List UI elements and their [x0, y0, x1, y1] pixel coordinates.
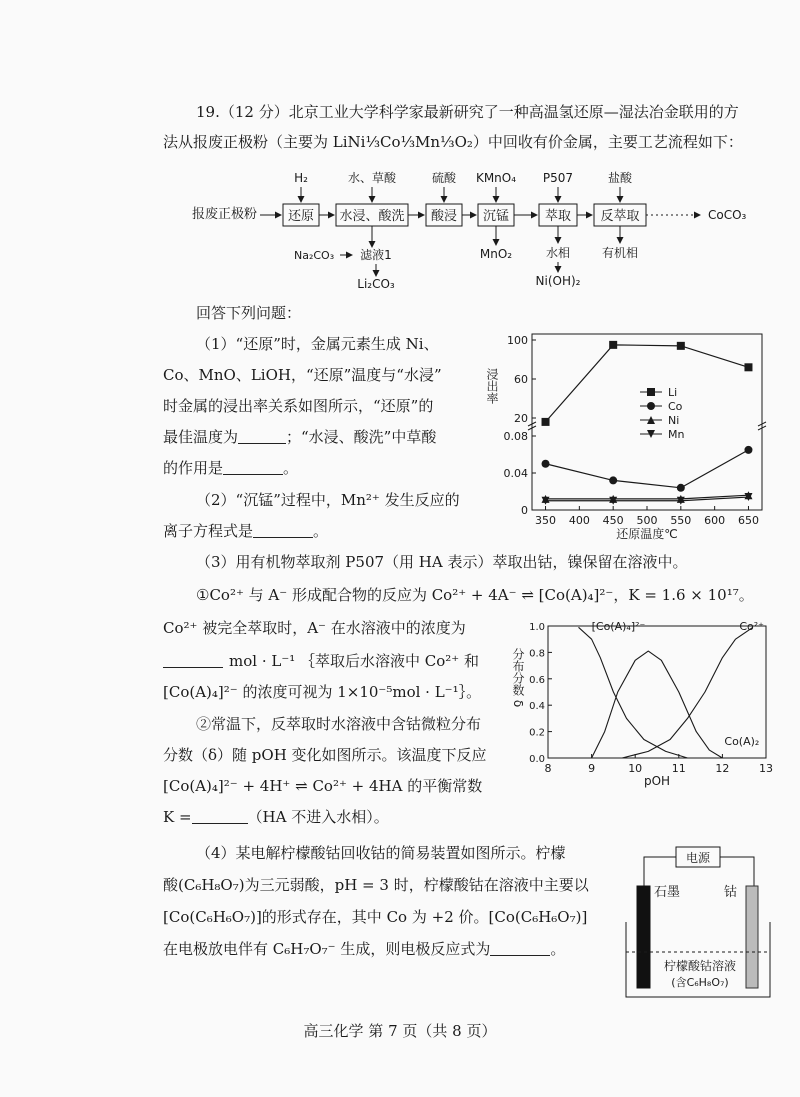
flow-step-6-label: 反萃取 [600, 209, 640, 224]
part2-line2 [163, 520, 328, 542]
chart1-point-Li [609, 341, 617, 349]
part4-line2: 酸(C₆H₈O₇)为三元弱酸，pH = 3 时，柠檬酸钴在溶液中主要以 [163, 876, 589, 894]
flow-step-1-reagent: H₂ [294, 171, 308, 185]
process-flowchart [180, 160, 780, 295]
chart1-point-Li [542, 418, 550, 426]
flow-step-1 [283, 171, 319, 226]
electrolysis-apparatus [620, 842, 780, 1007]
flow-end-label: CoCO₃ [708, 208, 747, 222]
part1-line1: （1）“还原”时，金属元素生成 Ni、 [196, 335, 439, 353]
flow-step-6 [594, 170, 646, 260]
flow-step-6-output: 有机相 [601, 246, 639, 260]
chart2-xtick-label: 12 [715, 762, 730, 775]
flow-step-2-output: 滤液1 [360, 248, 392, 262]
part3-line3: Co²⁺ 被完全萃取时，A⁻ 在水溶液中的浓度为 [163, 619, 466, 637]
chart1-legend-label: Ni [668, 414, 680, 427]
chart1-ytick-label: 20 [514, 412, 528, 425]
part4-line1: （4）某电解柠檬酸钴回收钴的简易装置如图所示。柠檬 [196, 844, 566, 862]
part2-line2b: 。 [313, 522, 329, 540]
flow-step-2-reagent: 水、草酸 [347, 171, 397, 185]
part1-line5b: 。 [283, 459, 299, 477]
question-intro-line1: 19.（12 分）北京工业大学科学家最新研究了一种高温氢还原—湿法冶金联用的方 [196, 103, 739, 121]
part3-line6: ②常温下，反萃取时水溶液中含钴微粒分布 [196, 715, 482, 733]
flow-step-3-reagent: 硫酸 [431, 171, 457, 185]
flow-step-5-label: 萃取 [544, 209, 572, 224]
chart1-ytick-label: 0 [521, 504, 528, 517]
chart1-legend-marker-Li [647, 388, 655, 396]
chart2-ytick-label: 1.0 [529, 622, 545, 633]
cobalt-label: 钴 [724, 885, 738, 900]
part1-line3: 时金属的浸出率关系如图所示，“还原”的 [163, 397, 434, 415]
part3-line9b: （HA 不进入水相）。 [247, 808, 389, 826]
flow-step-1-label: 还原 [287, 209, 315, 224]
answer-blank-temperature[interactable] [238, 427, 286, 444]
chart2-xtick-label: 8 [544, 762, 552, 775]
answer-blank-k-value[interactable] [192, 807, 248, 824]
part3-line4-text: mol · L⁻¹ ｛萃取后水溶液中 Co²⁺ 和 [229, 652, 479, 670]
flow-step-5-output: 水相 [545, 246, 571, 260]
part1-line4 [163, 426, 436, 448]
chart1-point-Co [677, 484, 685, 492]
distribution-fraction-chart [510, 618, 780, 788]
flow-step-4-reagent: KMnO₄ [475, 171, 517, 185]
chart2-ytick-label: 0.0 [529, 754, 545, 765]
chart1-xtick-label: 400 [568, 514, 590, 527]
chart2-ytick-label: 0.6 [529, 674, 545, 686]
solution-label-line2: (含C₆H₈O₇) [671, 976, 729, 989]
part1-line2: Co、MnO、LiOH，“还原”温度与“水浸” [163, 366, 442, 384]
part3-line8: [Co(A)₄]²⁻ + 4H⁺ ⇌ Co²⁺ + 4HA 的平衡常数 [163, 777, 483, 795]
graphite-label: 石墨 [654, 885, 681, 900]
chart2-label-coa4: [Co(A)₄]²⁻ [591, 619, 646, 633]
chart1-legend-label: Li [668, 386, 678, 399]
leaching-rate-chart [478, 328, 778, 543]
answer-blank-ionic-equation[interactable] [253, 521, 313, 538]
chart1-series-line-Co [546, 450, 749, 488]
chart1-xtick-label: 650 [737, 514, 759, 527]
chart1-point-Co [744, 446, 752, 454]
chart2-xtick-label: 13 [759, 762, 773, 775]
part4-line3: [Co(C₆H₆O₇)]的形式存在，其中 Co 为 +2 价。[Co(C₆H₆O₇)] [163, 908, 588, 926]
part3-line9 [163, 806, 389, 828]
part2-line2a: 离子方程式是 [163, 522, 254, 540]
chart1-ytick-label: 0.08 [503, 430, 528, 443]
part4-line4a: 在电极放电伴有 C₆H₇O₇⁻ 生成，则电极反应式为 [163, 940, 491, 958]
page-footer: 高三化学 第 7 页（共 8 页） [303, 1022, 497, 1040]
chart1-xtick-label: 600 [704, 514, 726, 527]
flow-step-6-reagent: 盐酸 [607, 171, 633, 185]
chart1-legend-marker-Co [647, 402, 655, 410]
answer-blank-a-concentration[interactable] [163, 651, 223, 668]
chart1-ytick-label: 0.04 [503, 467, 528, 480]
flow-step-4-output: MnO₂ [479, 247, 513, 261]
chart2-label-coa2: Co(A)₂ [724, 734, 760, 748]
chart1-point-Li [744, 363, 752, 371]
part1-line4a: 最佳温度为 [163, 428, 239, 446]
chart2-xtick-label: 11 [671, 762, 686, 775]
flow-side-reagent: Na₂CO₃ [294, 249, 335, 262]
chart1-legend-label: Mn [668, 428, 685, 441]
cobalt-electrode [746, 886, 758, 988]
answer-blank-oxalic-role[interactable] [223, 458, 283, 475]
flow-step-3-label: 酸浸 [430, 209, 458, 224]
flow-step-2 [336, 170, 408, 262]
answer-blank-electrode-reaction[interactable] [490, 939, 550, 956]
chart2-xlabel: pOH [643, 774, 671, 788]
part1-line4b: ；“水浸、酸洗”中草酸 [286, 428, 437, 446]
chart1-legend-label: Co [668, 400, 683, 413]
chart2-series-line-2 [592, 651, 723, 758]
flow-step-2-label: 水浸、酸洗 [339, 209, 405, 224]
chart1-xlabel: 还原温度℃ [616, 527, 678, 541]
chart2-ylabel: 分布分数 δ [511, 648, 525, 708]
chart1-xtick-label: 350 [535, 514, 557, 527]
chart1-series-line-Li [546, 345, 749, 422]
part3-line1: （3）用有机物萃取剂 P507（用 HA 表示）萃取出钴，镍保留在溶液中。 [196, 553, 688, 571]
chart1-xtick-label: 500 [636, 514, 658, 527]
part3-line2: ①Co²⁺ 与 A⁻ 形成配合物的反应为 Co²⁺ + 4A⁻ ⇌ [Co(A)₄]²⁻，K = 1.6 × 10¹⁷。 [196, 586, 754, 604]
part1-line5a: 的作用是 [163, 459, 224, 477]
chart2-ytick-label: 0.8 [529, 648, 545, 660]
flow-sub-product: Ni(OH)₂ [535, 274, 581, 288]
part3-line4 [163, 650, 479, 672]
chart1-point-Co [609, 476, 617, 484]
power-supply-label: 电源 [685, 851, 711, 865]
solution-label-line1: 柠檬酸钴溶液 [663, 959, 737, 973]
chart1-point-Li [677, 342, 685, 350]
chart2-xtick-label: 9 [588, 762, 596, 775]
flow-side-product: Li₂CO₃ [357, 277, 395, 291]
chart1-ytick-label: 60 [514, 373, 528, 386]
flow-step-4-label: 沉锰 [482, 209, 510, 224]
part3-line5: [Co(A)₄]²⁻ 的浓度可视为 1×10⁻⁵mol · L⁻¹｝。 [163, 683, 482, 701]
flow-start-label: 报废正极粉 [192, 207, 258, 222]
flow-step-5-reagent: P507 [542, 171, 574, 185]
flow-step-5 [536, 171, 581, 288]
chart2-ytick-label: 0.2 [529, 727, 545, 739]
part1-line5 [163, 457, 298, 479]
graphite-electrode [637, 886, 650, 988]
part3-line7: 分数（δ）随 pOH 变化如图所示。该温度下反应 [163, 746, 487, 764]
part3-line9a: K = [163, 808, 192, 826]
chart1-point-Co [542, 460, 550, 468]
flow-step-3 [426, 170, 462, 226]
question-intro-line2: 法从报废正极粉（主要为 LiNi⅓Co⅓Mn⅓O₂）中回收有价金属，主要工艺流程如下： [163, 133, 743, 151]
chart2-xtick-label: 10 [628, 762, 643, 775]
chart1-ytick-label: 100 [507, 334, 528, 347]
part4-line4b: 。 [550, 940, 566, 958]
part4-line4 [163, 938, 565, 960]
chart1-xtick-label: 450 [602, 514, 624, 527]
chart1-ylabel: 浸出率 [485, 368, 499, 404]
part2-line1: （2）“沉锰”过程中，Mn²⁺ 发生反应的 [196, 491, 460, 509]
chart1-xtick-label: 550 [670, 514, 692, 527]
flow-step-4 [476, 171, 516, 261]
chart2-ytick-label: 0.4 [529, 701, 545, 713]
answer-prompt: 回答下列问题： [196, 304, 302, 322]
chart2-label-co2: Co²⁺ [739, 619, 764, 633]
